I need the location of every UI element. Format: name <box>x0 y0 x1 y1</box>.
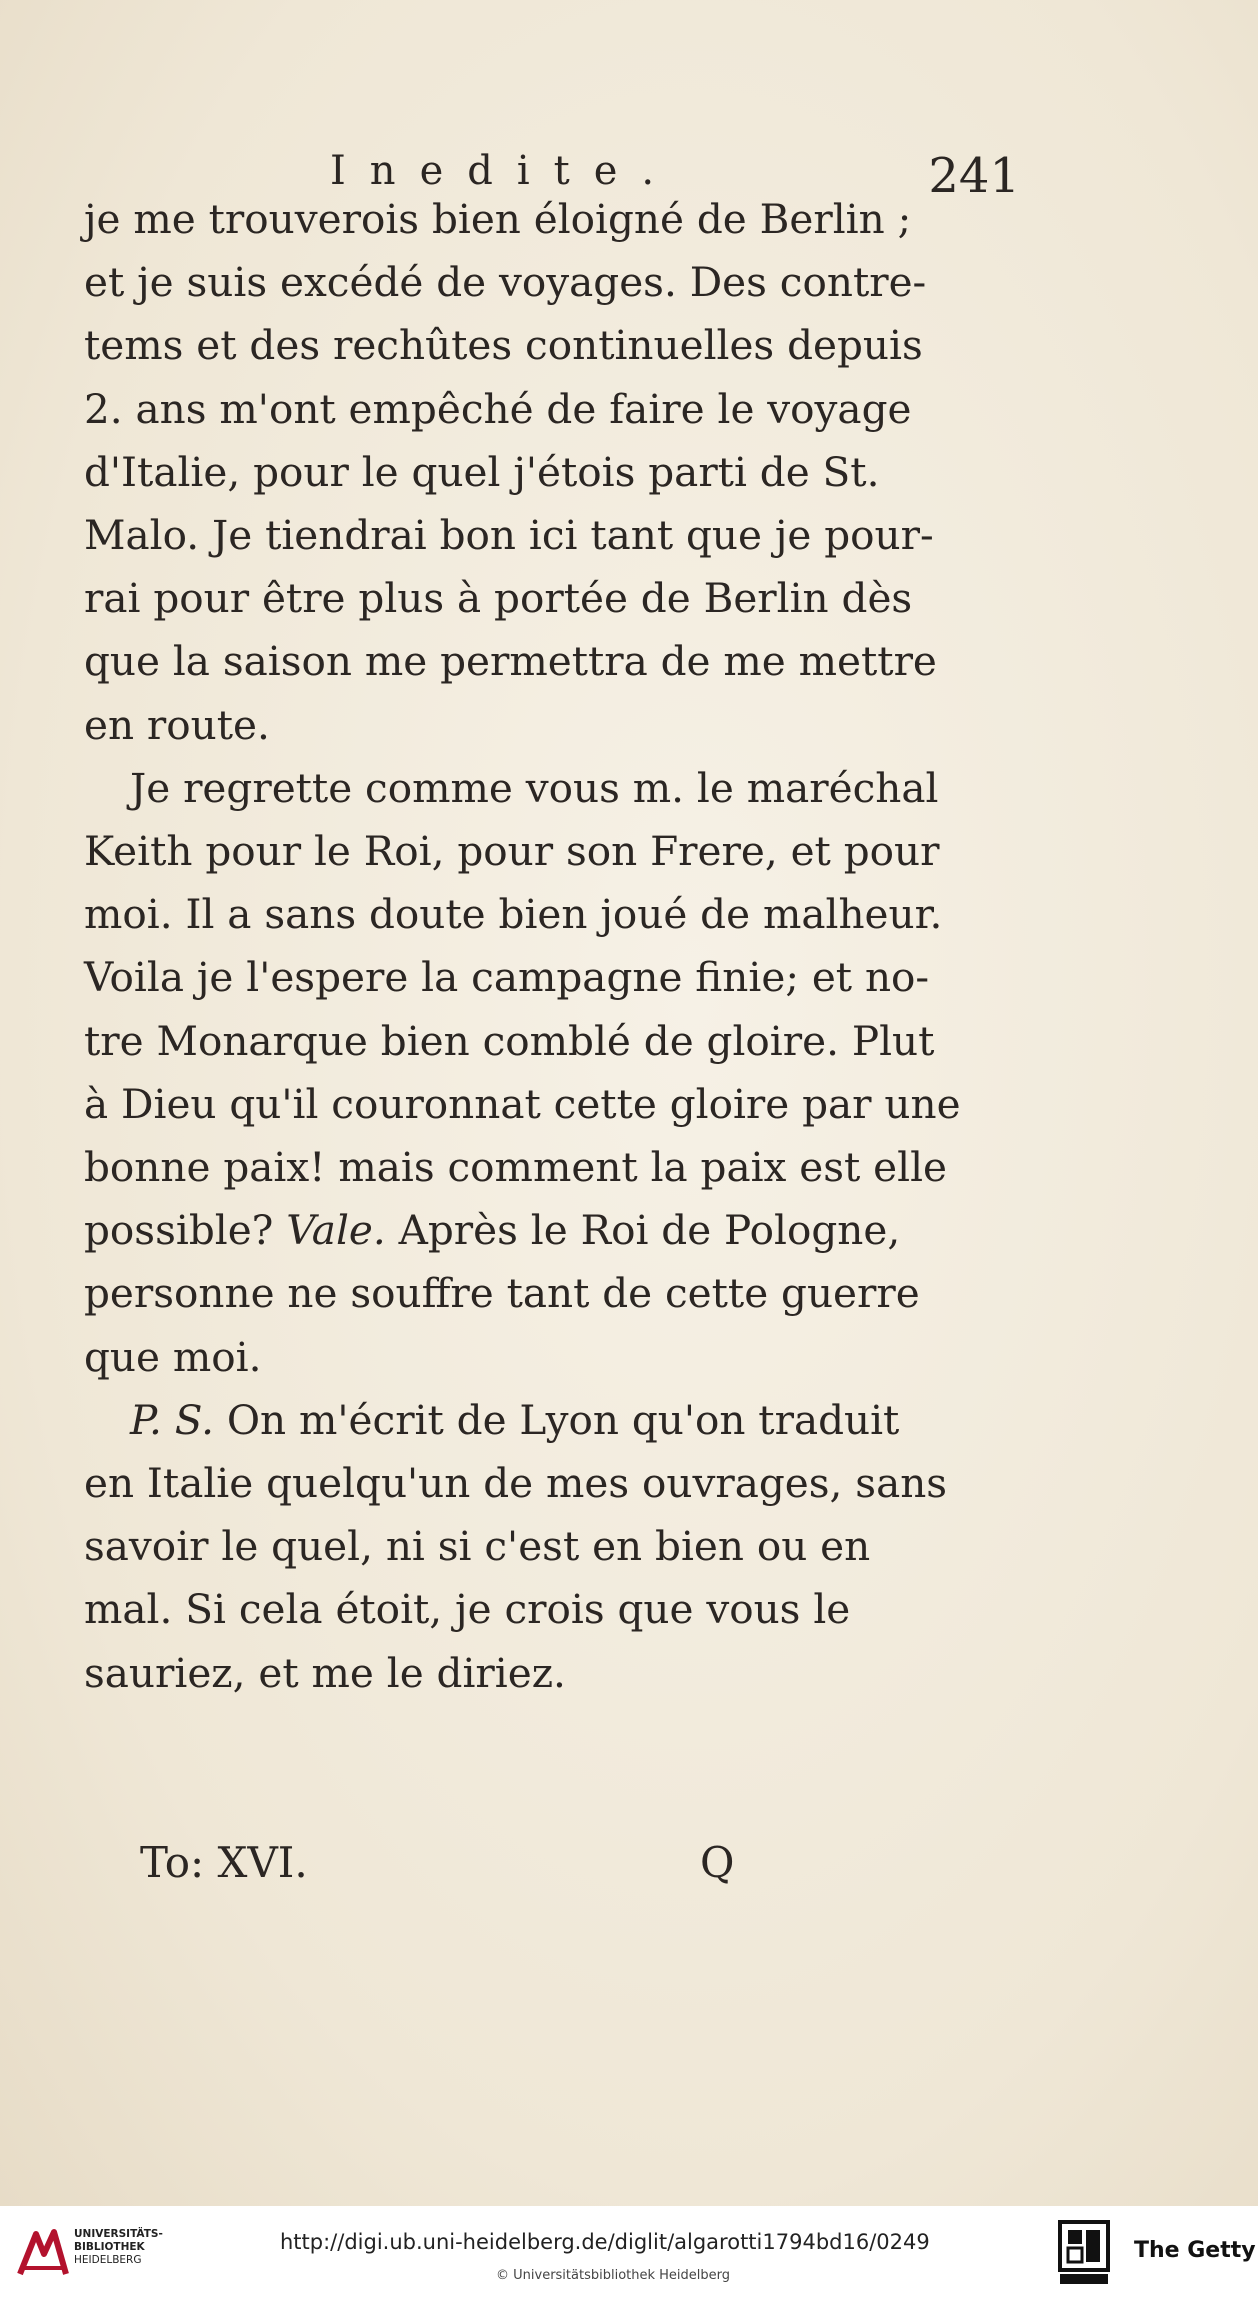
line: tems et des rechûtes continuelles depuis <box>84 321 923 370</box>
line: 2. ans m'ont empêché de faire le voyage <box>84 384 912 433</box>
line: bonne paix! mais comment la paix est elle <box>84 1143 948 1192</box>
paragraph-2 <box>84 757 1014 1389</box>
page-number: 241 <box>928 148 1020 204</box>
line: personne ne souffre tant de cette guerre <box>84 1269 920 1318</box>
getty-logo-icon <box>1058 2220 1110 2286</box>
line: que moi. <box>84 1332 262 1381</box>
line-rest: On m'écrit de Lyon qu'on traduit <box>226 1395 900 1444</box>
line: Malo. Je tiendrai bon ici tant que je pour- <box>84 511 934 560</box>
line: savoir le quel, ni si c'est en bien ou en <box>84 1522 871 1571</box>
source-url-link[interactable]: http://digi.ub.uni-heidelberg.de/diglit/algarotti1794bd16/0249 <box>280 2230 930 2254</box>
line-end: Après le Roi de Pologne, <box>398 1206 901 1255</box>
volume-mark: To: XVI. <box>140 1838 308 1887</box>
line: en Italie quelqu'un de mes ouvrages, sans <box>84 1459 948 1508</box>
library-logo-icon <box>14 2224 72 2284</box>
paragraph-1 <box>84 188 1014 757</box>
ps-label: P. S. <box>130 1395 214 1444</box>
line: sauriez, et me le diriez. <box>84 1648 566 1697</box>
footer-bar <box>0 2206 1258 2298</box>
line: que la saison me permettra de me mettre <box>84 637 937 686</box>
line: Je regrette comme vous m. le maréchal <box>130 763 939 812</box>
line: en route. <box>84 700 270 749</box>
library-name: UNIVERSITÄTS- BIBLIOTHEK HEIDELBERG <box>74 2228 163 2266</box>
line: tre Monarque bien comblé de gloire. Plut <box>84 1016 935 1065</box>
line: Voila je l'espere la campagne finie; et no- <box>84 953 930 1002</box>
line-start: possible? <box>84 1206 274 1255</box>
line: mal. Si cela étoit, je crois que vous le <box>84 1585 851 1634</box>
copyright-notice: © Universitätsbibliothek Heidelberg <box>496 2268 731 2283</box>
partner-name: The Getty <box>1134 2238 1256 2263</box>
gathering-mark: Q <box>700 1838 735 1887</box>
line: moi. Il a sans doute bien joué de malheur. <box>84 890 943 939</box>
line: Keith pour le Roi, pour son Frere, et pour <box>84 827 940 876</box>
line: à Dieu qu'il couronnat cette gloire par une <box>84 1079 961 1128</box>
line: rai pour être plus à portée de Berlin dès <box>84 574 913 623</box>
line: je me trouverois bien éloigné de Berlin ; <box>84 195 912 243</box>
signature-line <box>140 1838 840 1898</box>
running-title: Inedite. <box>330 148 679 194</box>
paragraph-3 <box>84 1389 1014 1705</box>
line: d'Italie, pour le quel j'étois parti de St. <box>84 447 880 496</box>
line: et je suis excédé de voyages. Des contre- <box>84 258 927 307</box>
body-text <box>84 188 1014 1705</box>
italic-word: Vale. <box>286 1206 386 1255</box>
